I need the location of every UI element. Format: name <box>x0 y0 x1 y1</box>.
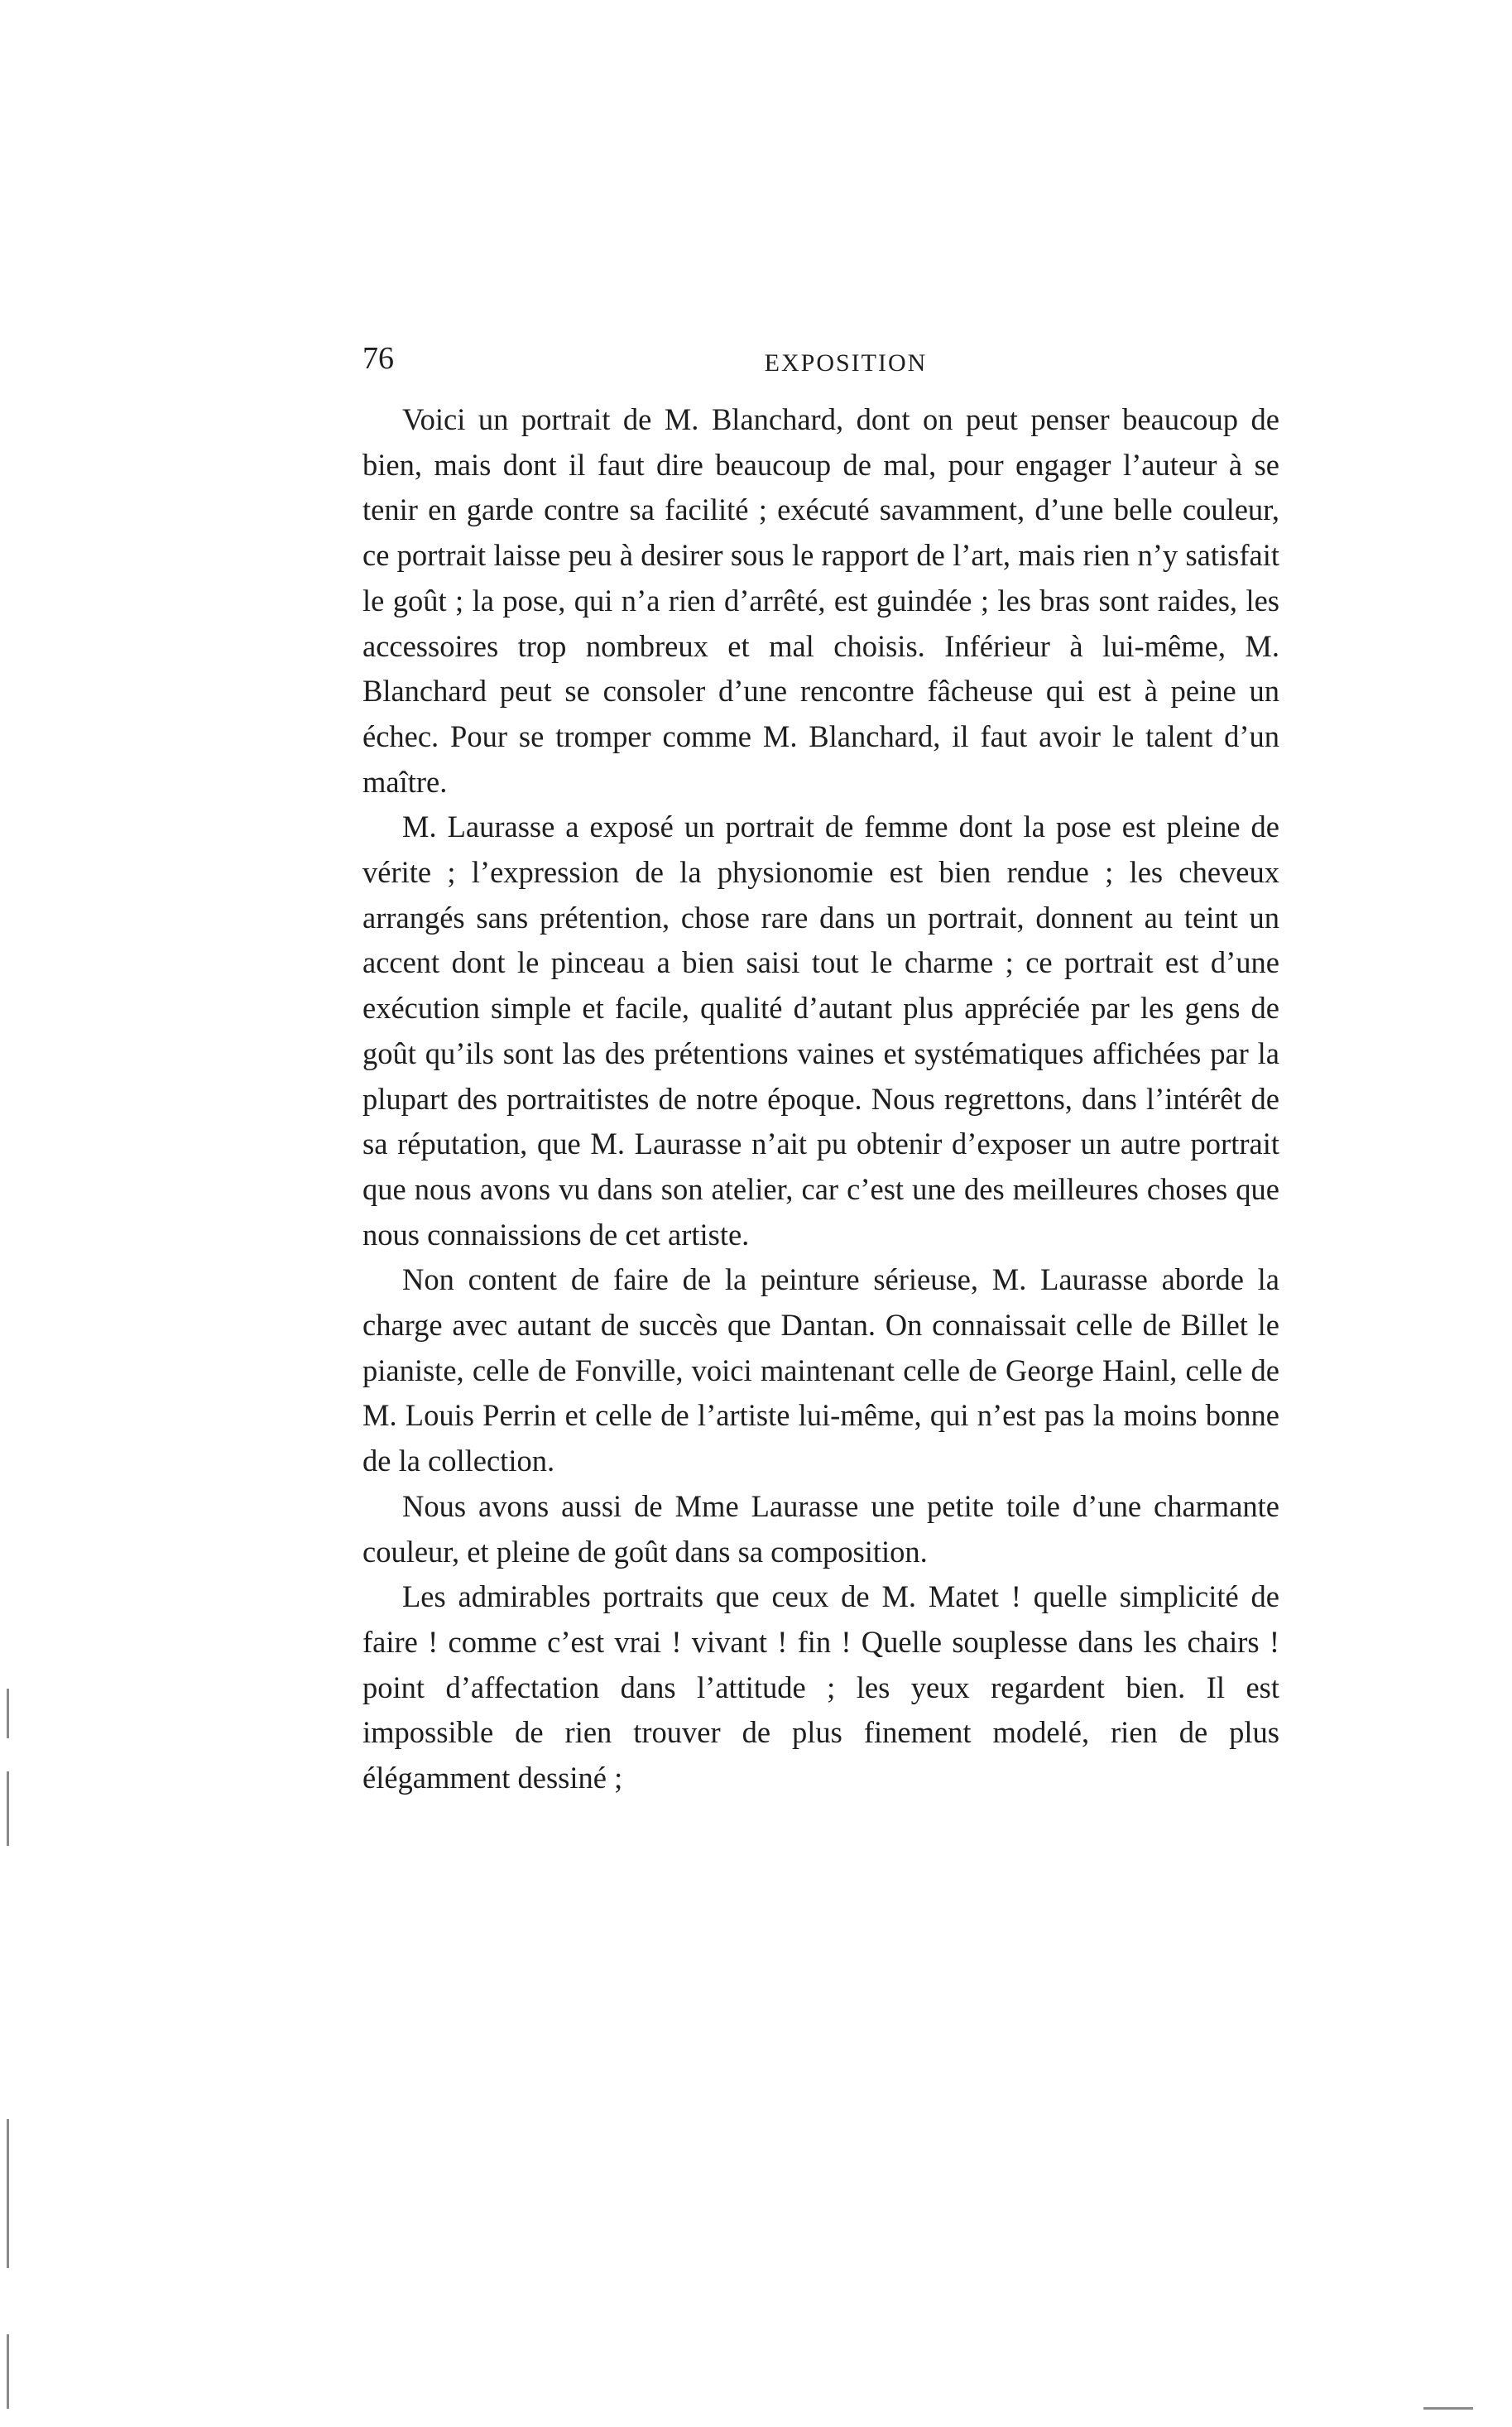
running-head <box>362 338 1279 379</box>
scan-margin-mark <box>7 1771 9 1846</box>
paragraph-blanchard: Voici un portrait de M. Blanchard, dont on peut penser beaucoup de bien, mais dont il faut dire beaucoup de mal, pour engager l’auteur à se tenir en garde contre sa facilité ; exécuté savamment, d’une belle couleur, ce portrait laisse peu à desirer sous le rapport de l’art, mais rien n’y satisfait le goût ; la pose, qui n’a rien d’arrêté, est guindée ; les bras sont raides, les accessoires trop nombreux et mal choisis. Inférieur à lui-même, M. Blanchard peut se consoler d’une rencontre fâcheuse qui est à peine un échec. Pour se tromper comme M. Blanchard, il faut avoir le talent d’un maître. <box>362 402 1279 799</box>
paragraph-laurasse-charge: Non content de faire de la peinture sérieuse, M. Laurasse aborde la charge avec autant de succès que Dantan. On connaissait celle de Billet le pianiste, celle de Fonville, voici maintenant celle de George Hainl, celle de M. Louis Perrin et celle de l’artiste lui-même, qui n’est pas la moins bonne de la collection. <box>362 1262 1279 1478</box>
body-text <box>362 397 1279 1801</box>
scan-margin-mark <box>1423 2407 1473 2410</box>
paragraph-matet: Les admirables portraits que ceux de M. Matet ! quelle simplicité de faire ! comme c’est vrai ! vivant ! fin ! Quelle souplesse dans les chairs ! point d’affectation dans l’attitude ; les yeux regardent bien. Il est impossible de rien trouver de plus finement modelé, rien de plus élégamment dessiné ; <box>362 1579 1279 1795</box>
page-number: 76 <box>362 341 394 376</box>
paragraph-mme-laurasse: Nous avons aussi de Mme Laurasse une petite toile d’une charmante couleur, et pleine de goût dans sa composition. <box>362 1488 1279 1569</box>
scan-margin-mark <box>7 1689 9 1738</box>
scan-margin-mark <box>7 2119 9 2268</box>
paragraph-laurasse-portrait: M. Laurasse a exposé un portrait de femme dont la pose est pleine de vérite ; l’expression de la physionomie est bien rendue ; les cheveux arrangés sans prétention, chose rare dans un portrait, donnent au teint un accent dont le pinceau a bien saisi tout le charme ; ce portrait est d’une exécution simple et facile, qualité d’autant plus appréciée par les gens de goût qu’ils sont las des prétentions vaines et systématiques affichées par la plupart des portraitistes de notre époque. Nous regrettons, dans l’intérêt de sa réputation, que M. Laurasse n’ait pu obtenir d’exposer un autre portrait que nous avons vu dans son atelier, car c’est une des meilleures choses que nous connaissions de cet artiste. <box>362 810 1279 1252</box>
section-title: EXPOSITION <box>764 349 928 377</box>
scan-margin-mark <box>7 2334 9 2409</box>
